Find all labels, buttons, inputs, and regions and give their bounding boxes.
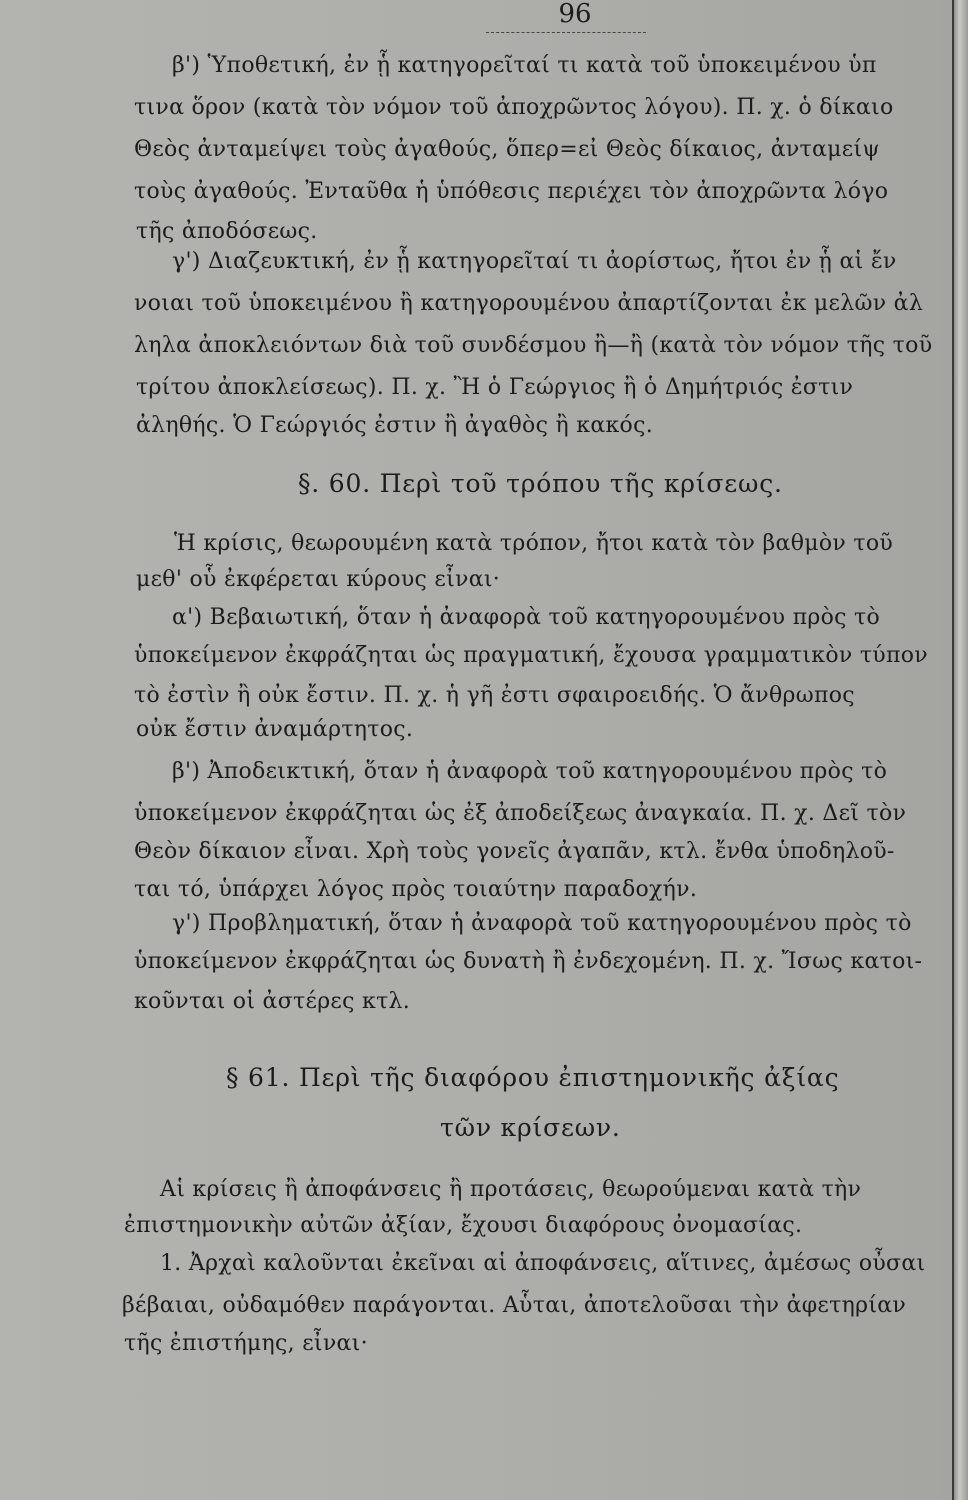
text-line: Θεὸς ἀνταμείψει τοὺς ἀγαθούς, ὅπερ=εἰ Θεὸς δίκαιος, ἀνταμείψ: [134, 137, 880, 162]
section-heading-61-cont: τῶν κρίσεων.: [440, 1113, 621, 1142]
text-line: ὑποκείμενον ἐκφράζηται ὡς πραγματική, ἔχουσα γραμματικὸν τύπον: [134, 643, 928, 668]
text-line: τοὺς ἀγαθούς. Ἐνταῦθα ἡ ὑπόθεσις περιέχει τὸν ἀποχρῶντα λόγο: [134, 179, 889, 204]
text-line: γ') Προβληματική, ὅταν ἡ ἀναφορὰ τοῦ κατηγορουμένου πρὸς τὸ: [172, 911, 912, 936]
text-line: Αἱ κρίσεις ἢ ἀποφάνσεις ἢ προτάσεις, θεωρούμεναι κατὰ τὴν: [160, 1177, 862, 1202]
section-heading-60: §. 60. Περὶ τοῦ τρόπου τῆς κρίσεως.: [298, 469, 783, 498]
text-line: β') Ὑποθετική, ἐν ᾗ κατηγορεῖταί τι κατὰ τοῦ ὑποκειμένου ὑπ: [172, 53, 877, 78]
text-line: τῆς ἀποδόσεως.: [136, 219, 318, 244]
text-line: μεθ' οὗ ἐκφέρεται κύρους εἶναι·: [136, 567, 501, 592]
facing-page-edge: [952, 0, 968, 1500]
header-rule: [486, 32, 646, 33]
text-line: Ἡ κρίσις, θεωρουμένη κατὰ τρόπον, ἤτοι κατὰ τὸν βαθμὸν τοῦ: [174, 531, 894, 556]
text-line: ὑποκείμενον ἐκφράζηται ὡς ἐξ ἀποδείξεως ἀναγκαία. Π. χ. Δεῖ τὸν: [134, 801, 907, 826]
text-line: κοῦνται οἱ ἀστέρες κτλ.: [134, 989, 411, 1014]
text-line: ληλα ἀποκλειόντων διὰ τοῦ συνδέσμου ἢ—ἢ (κατὰ τὸν νόμον τῆς τοῦ: [134, 333, 933, 358]
text-line: β') Ἀποδεικτική, ὅταν ἡ ἀναφορὰ τοῦ κατηγορουμένου πρὸς τὸ: [172, 759, 888, 784]
text-line: οὐκ ἔστιν ἀναμάρτητος.: [136, 717, 414, 742]
text-line: βέβαιαι, οὐδαμόθεν παράγονται. Αὗται, ἀποτελοῦσαι τὴν ἀφετηρίαν: [122, 1293, 907, 1318]
text-line: ται τό, ὑπάρχει λόγος πρὸς τοιαύτην παραδοχήν.: [134, 877, 698, 902]
text-line: τῆς ἐπιστήμης, εἶναι·: [124, 1331, 368, 1356]
text-line: γ') Διαζευκτική, ἐν ᾗ κατηγορεῖταί τι ἀορίστως, ἤτοι ἐν ᾗ αἱ ἔν: [172, 249, 897, 274]
text-line: ὑποκείμενον ἐκφράζηται ὡς δυνατὴ ἢ ἐνδεχομένη. Π. χ. Ἴσως κατοι-: [134, 949, 923, 974]
text-line: α') Βεβαιωτική, ὅταν ἡ ἀναφορὰ τοῦ κατηγορουμένου πρὸς τὸ: [172, 605, 881, 630]
text-line: νοιαι τοῦ ὑποκειμένου ἢ κατηγορουμένου ἀπαρτίζονται ἐκ μελῶν ἀλ: [134, 291, 924, 316]
text-line: τρίτου ἀποκλείσεως). Π. χ. Ἢ ὁ Γεώργιος ἢ ὁ Δημήτριός ἐστιν: [136, 375, 854, 400]
text-line: Θεὸν δίκαιον εἶναι. Χρὴ τοὺς γονεῖς ἀγαπᾶν, κτλ. ἔνθα ὑποδηλοῦ-: [134, 839, 895, 864]
section-heading-61: § 61. Περὶ τῆς διαφόρου ἐπιστημονικῆς ἀξίας: [226, 1063, 840, 1092]
text-line: ἐπιστημονικὴν αὐτῶν ἀξίαν, ἔχουσι διαφόρους ὀνομασίας.: [124, 1213, 803, 1238]
text-line: τινα ὅρον (κατὰ τὸν νόμον τοῦ ἀποχρῶντος λόγου). Π. χ. ὁ δίκαιο: [134, 95, 894, 120]
text-line: τὸ ἐστὶν ἢ οὐκ ἔστιν. Π. χ. ἡ γῆ ἐστι σφαιροειδής. Ὁ ἄνθρωπος: [134, 683, 855, 708]
page-number: 96: [558, 0, 592, 29]
text-line: ἀληθής. Ὁ Γεώργιός ἐστιν ἢ ἀγαθὸς ἢ κακός.: [136, 413, 653, 438]
text-line: 1. Ἀρχαὶ καλοῦνται ἐκεῖναι αἱ ἀποφάνσεις, αἵτινες, ἀμέσως οὖσαι: [160, 1251, 926, 1276]
